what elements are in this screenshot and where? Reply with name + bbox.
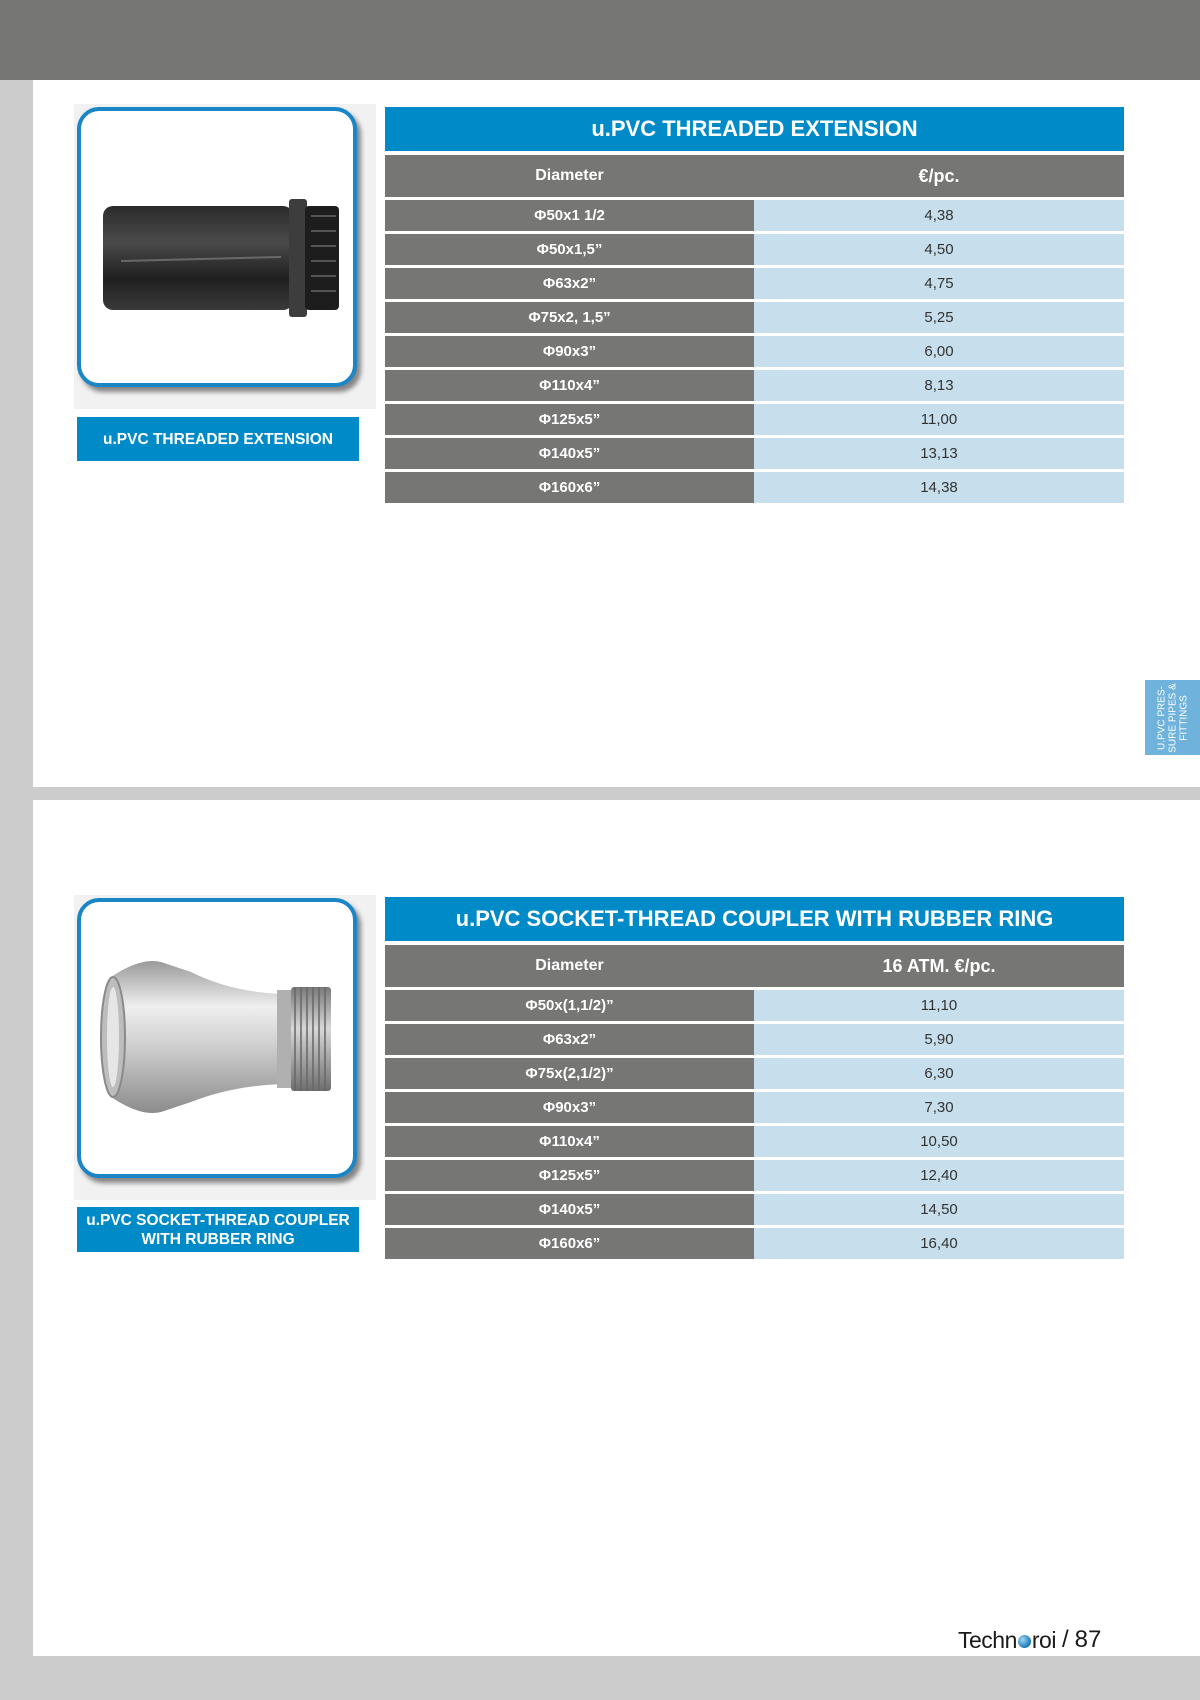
table-row bbox=[385, 1160, 1124, 1191]
brand-text-start: Techn bbox=[958, 1626, 1017, 1653]
price-cell: 10,50 bbox=[754, 1126, 1124, 1157]
threaded-extension-image bbox=[81, 111, 353, 383]
table-row bbox=[385, 438, 1124, 469]
price-table-socket-thread-coupler bbox=[385, 897, 1124, 1262]
header-diameter: Diameter bbox=[535, 957, 604, 974]
diameter-cell: Φ75x(2,1/2)” bbox=[385, 1058, 754, 1089]
price-cell: 8,13 bbox=[754, 370, 1124, 401]
diameter-cell: Φ90x3” bbox=[385, 1092, 754, 1123]
table-title: u.PVC THREADED EXTENSION bbox=[385, 107, 1124, 151]
diameter-cell: Φ140x5” bbox=[385, 1194, 754, 1225]
table-row bbox=[385, 336, 1124, 367]
page-number: 87 bbox=[1074, 1626, 1102, 1653]
table-row bbox=[385, 1194, 1124, 1225]
price-cell: 12,40 bbox=[754, 1160, 1124, 1191]
header-price: 16 ATM. €/pc. bbox=[882, 955, 996, 976]
page-separator: / bbox=[1061, 1626, 1069, 1653]
table-header bbox=[385, 155, 1124, 197]
table-row bbox=[385, 990, 1124, 1021]
diameter-cell: Φ160x6” bbox=[385, 1228, 754, 1259]
price-cell: 16,40 bbox=[754, 1228, 1124, 1259]
price-cell: 14,38 bbox=[754, 472, 1124, 503]
header-price: €/pc. bbox=[918, 165, 960, 186]
price-cell: 5,25 bbox=[754, 302, 1124, 333]
diameter-cell: Φ50x1 1/2 bbox=[385, 200, 754, 231]
top-banner bbox=[0, 0, 1200, 80]
side-tab-label: U.PVC PRES-SURE PIPES & FITTINGS bbox=[1156, 682, 1189, 753]
diameter-cell: Φ110x4” bbox=[385, 1126, 754, 1157]
diameter-cell: Φ63x2” bbox=[385, 1024, 754, 1055]
price-cell: 11,10 bbox=[754, 990, 1124, 1021]
diameter-cell: Φ110x4” bbox=[385, 370, 754, 401]
diameter-cell: Φ50x1,5” bbox=[385, 234, 754, 265]
table-row bbox=[385, 1058, 1124, 1089]
product-photo-socket-thread-coupler bbox=[74, 895, 376, 1200]
diameter-cell: Φ125x5” bbox=[385, 404, 754, 435]
table-header bbox=[385, 945, 1124, 987]
header-diameter: Diameter bbox=[535, 167, 604, 184]
product-caption: u.PVC THREADED EXTENSION bbox=[77, 417, 359, 461]
brand-dot-icon bbox=[1018, 1635, 1031, 1648]
diameter-cell: Φ160x6” bbox=[385, 472, 754, 503]
product-caption: u.PVC SOCKET-THREAD COUPLER WITH RUBBER RING bbox=[77, 1207, 359, 1252]
diameter-cell: Φ50x(1,1/2)” bbox=[385, 990, 754, 1021]
table-row bbox=[385, 370, 1124, 401]
diameter-cell: Φ125x5” bbox=[385, 1160, 754, 1191]
photo-frame bbox=[77, 107, 357, 387]
table-row bbox=[385, 302, 1124, 333]
photo-frame bbox=[77, 898, 357, 1178]
price-cell: 14,50 bbox=[754, 1194, 1124, 1225]
table-row bbox=[385, 1092, 1124, 1123]
table-title: u.PVC SOCKET-THREAD COUPLER WITH RUBBER RING bbox=[385, 897, 1124, 941]
table-row bbox=[385, 1024, 1124, 1055]
diameter-cell: Φ140x5” bbox=[385, 438, 754, 469]
price-cell: 4,50 bbox=[754, 234, 1124, 265]
price-cell: 5,90 bbox=[754, 1024, 1124, 1055]
table-row bbox=[385, 404, 1124, 435]
socket-thread-coupler-image bbox=[81, 902, 353, 1174]
table-row bbox=[385, 1126, 1124, 1157]
product-photo-threaded-extension bbox=[74, 104, 376, 409]
price-cell: 6,30 bbox=[754, 1058, 1124, 1089]
table-row bbox=[385, 268, 1124, 299]
table-row bbox=[385, 200, 1124, 231]
diameter-cell: Φ75x2, 1,5” bbox=[385, 302, 754, 333]
price-cell: 13,13 bbox=[754, 438, 1124, 469]
brand-text-end: roi bbox=[1031, 1626, 1056, 1653]
section-side-tab bbox=[1145, 680, 1200, 755]
price-cell: 4,38 bbox=[754, 200, 1124, 231]
diameter-cell: Φ90x3” bbox=[385, 336, 754, 367]
price-cell: 6,00 bbox=[754, 336, 1124, 367]
price-cell: 4,75 bbox=[754, 268, 1124, 299]
page-footer bbox=[958, 1623, 1101, 1657]
table-row bbox=[385, 1228, 1124, 1259]
table-row bbox=[385, 472, 1124, 503]
price-cell: 11,00 bbox=[754, 404, 1124, 435]
brand-logo bbox=[958, 1627, 1056, 1654]
price-table-threaded-extension bbox=[385, 107, 1124, 506]
table-row bbox=[385, 234, 1124, 265]
diameter-cell: Φ63x2” bbox=[385, 268, 754, 299]
price-cell: 7,30 bbox=[754, 1092, 1124, 1123]
